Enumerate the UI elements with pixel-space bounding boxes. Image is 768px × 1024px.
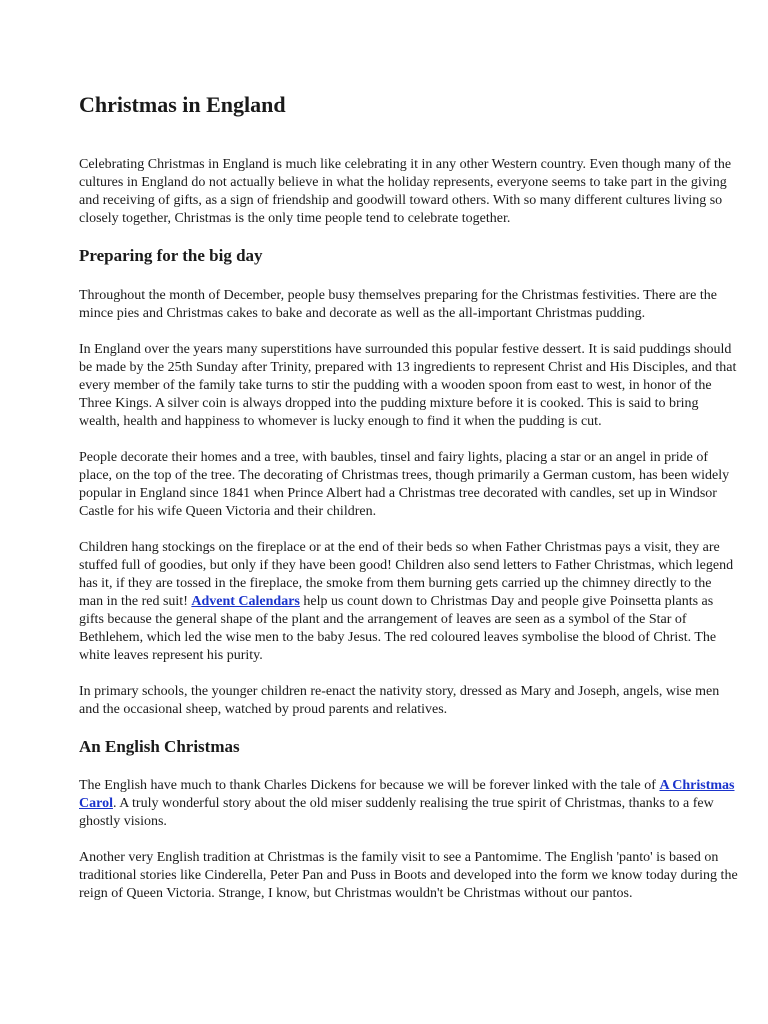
text-stockings-before: Children hang stockings on the fireplace or at the end of their beds so when Father Christmas pays a visit, they are stuffed full of goodies, but only if they have been good! Children also send letters to Father Christmas, which legend has it, if they are tossed in the fireplace, the smoke from them burning gets carried up the chimney directly to the man in the red suit! (79, 539, 734, 609)
paragraph-superstitions: In England over the years many superstitions have surrounded this popular festive dessert. It is said puddings should be made by the 25th Sunday after Trinity, prepared with 13 ingredients to represent Christ and His Disciples, and that every member of the family take turns to stir the pudding with a wooden spoon from east to west, in honor of the Three Kings. A silver coin is always dropped into the pudding mixture before it is cooked. This is said to bring wealth, health and happiness to whomever is lucky enough to find it when the pudding is cut. (79, 341, 737, 429)
paragraph-december: Throughout the month of December, people busy themselves preparing for the Christmas festivities. There are the mince pies and Christmas cakes to bake and decorate as well as the all-important Christmas pudding. (79, 287, 717, 321)
text-stockings-after: help us count down to Christmas Day and people give Poinsetta plants as gifts because the general shape of the plant and the arrangement of leaves are seen as a symbol of the Star of Bethlehem, which led the wise men to the baby Jesus. The red coloured leaves symbolise the blood of Christ. The white leaves represent his purity. (79, 593, 717, 663)
paragraph-nativity: In primary schools, the younger children re-enact the nativity story, dressed as Mary and Joseph, angels, wise men and the occasional sheep, watched by proud parents and relatives. (79, 683, 720, 717)
page-title: Christmas in England (79, 92, 286, 117)
text-dickens-after: . A truly wonderful story about the old miser suddenly realising the true spirit of Christmas, thanks to a few ghostly visions. (79, 796, 714, 830)
document-page (79, 92, 739, 921)
paragraph-stockings (79, 539, 739, 665)
christmas-carol-link[interactable]: A Christmas Carol (79, 778, 735, 812)
intro-paragraph: Celebrating Christmas in England is much like celebrating it in any other Western country. Even though many of the cultures in England do not actually believe in what the holiday represents, everyone seems to take part in the giving and receiving of gifts, as a sign of friendship and goodwill toward others. With so many different cultures living so closely together, Christmas is the only time people tend to celebrate together. (79, 157, 732, 227)
section-heading-preparing: Preparing for the big day (79, 246, 263, 266)
text-dickens-before: The English have much to thank Charles Dickens for because we will be forever linked with the tale of (79, 778, 660, 794)
section-heading-english-christmas: An English Christmas (79, 736, 240, 756)
advent-calendars-link[interactable]: Advent Calendars (191, 593, 300, 609)
paragraph-dickens (79, 777, 739, 831)
paragraph-pantomime: Another very English tradition at Christmas is the family visit to see a Pantomime. The English 'panto' is based on traditional stories like Cinderella, Peter Pan and Puss in Boots and developed into the form we know today during the reign of Queen Victoria. Strange, I know, but Christmas wouldn't be Christmas without our pantos. (79, 850, 738, 902)
paragraph-decorations: People decorate their homes and a tree, with baubles, tinsel and fairy lights, placing a star or an angel in pride of place, on the top of the tree. The decorating of Christmas trees, though primarily a German custom, has been widely popular in England since 1841 when Prince Albert had a Christmas tree decorated with candles, set up in Windsor Castle for his wife Queen Victoria and their children. (79, 449, 730, 519)
